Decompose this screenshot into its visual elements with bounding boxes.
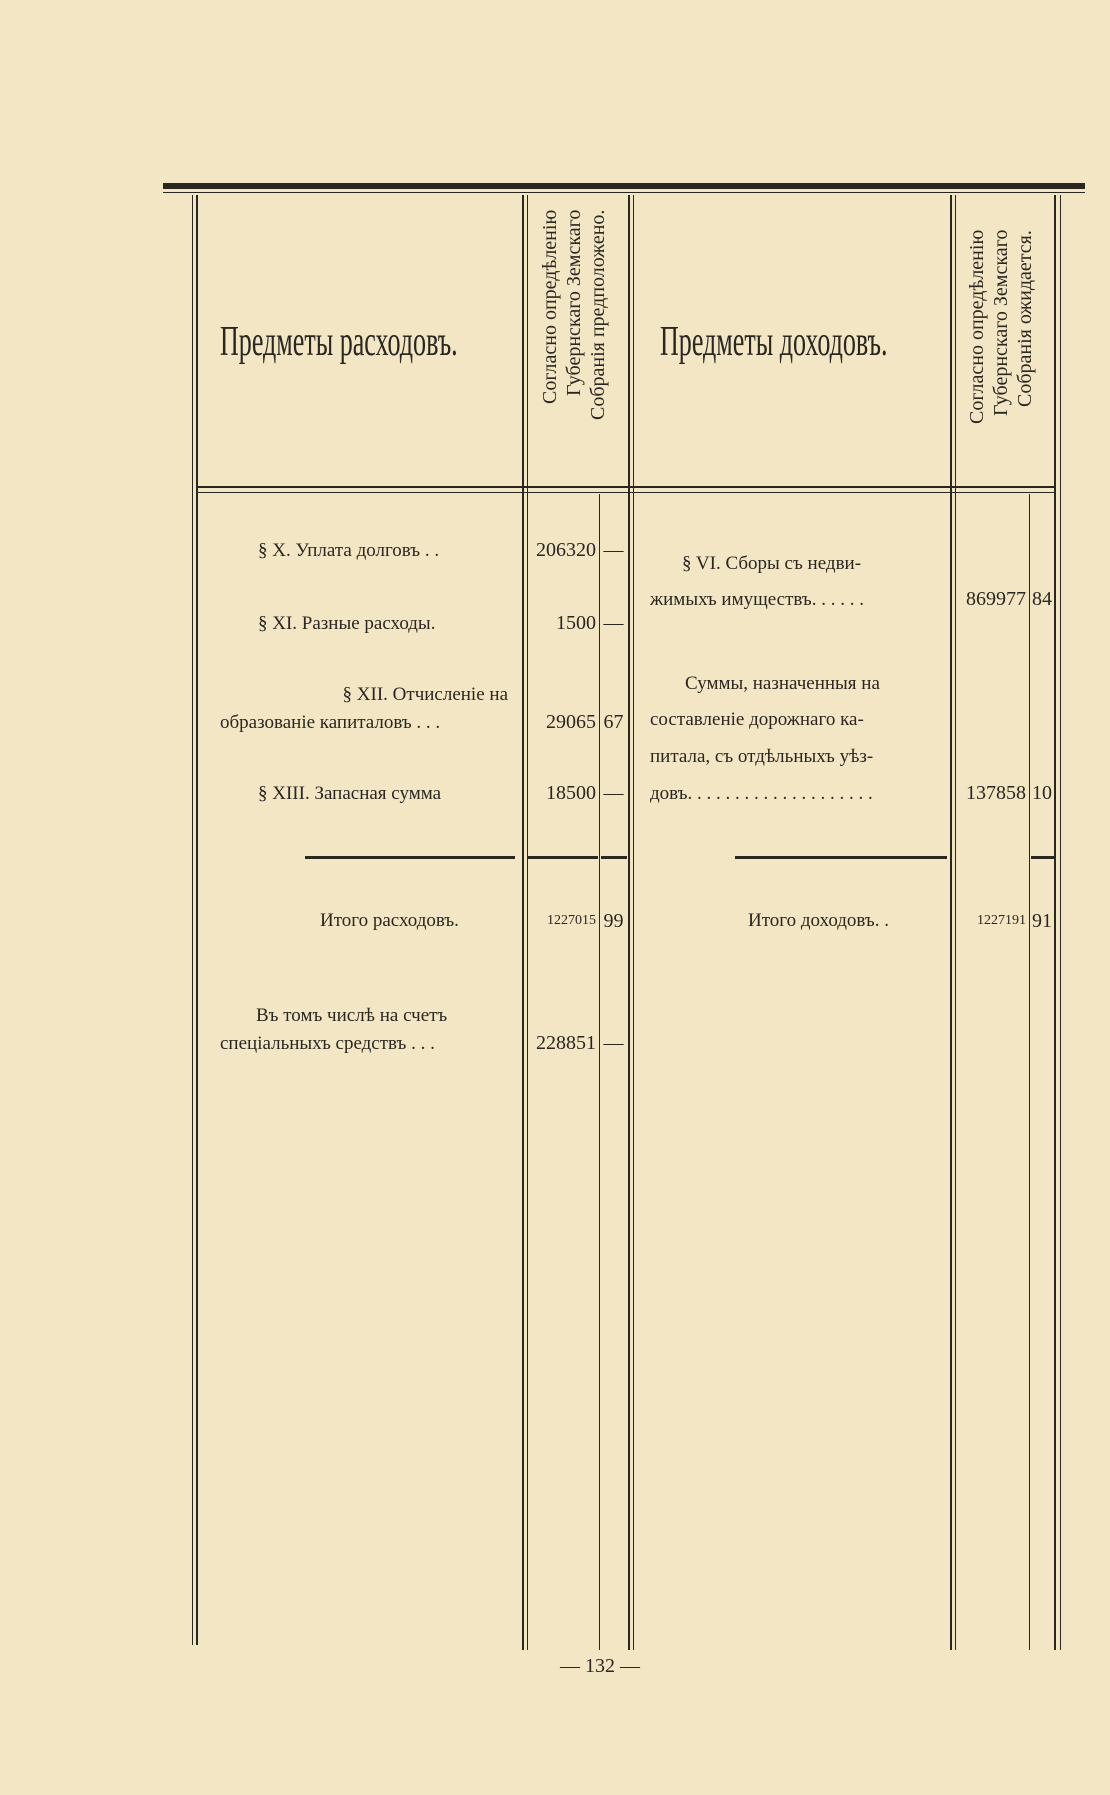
expenses-title: Предметы расходовъ. — [220, 319, 458, 365]
expense-row-label: § XIII. Запасная сумма — [258, 783, 442, 804]
top-rule — [163, 183, 1085, 189]
total-rule-expenses-kop — [601, 856, 627, 859]
expense-row-kop: — — [603, 539, 624, 561]
total-rule-expenses-rub — [528, 856, 598, 859]
special-funds-rub: 228851 — [536, 1032, 596, 1054]
approved-line-2: Губернскаго Земскаго — [563, 210, 585, 397]
expense-row-label: образованіе капиталовъ . . . — [220, 712, 441, 733]
col-left-border-2 — [192, 195, 193, 1645]
expense-row-label: § XI. Разные расходы. — [258, 613, 436, 634]
income-row-label: составленіе дорожнаго ка- — [650, 709, 864, 730]
income-row-label: Суммы, назначенныя на — [685, 673, 880, 694]
col-left-border — [196, 195, 198, 1645]
expenses-total-kop: 99 — [603, 910, 624, 932]
total-rule-income — [735, 856, 947, 859]
income-row-kop: 10 — [1032, 782, 1052, 804]
expense-row-rub: 29065 — [546, 711, 596, 733]
expense-row-label: § X. Уплата долговъ . . — [258, 540, 440, 561]
expense-row-kop: — — [603, 782, 624, 804]
approved-line-3: Собранія предположено. — [587, 210, 609, 421]
income-title: Предметы доходовъ. — [660, 319, 888, 365]
special-funds-label: Въ томъ числѣ на счетъ — [256, 1005, 448, 1026]
col-right-border — [1054, 195, 1056, 1650]
expenses-total-label: Итого расходовъ. — [320, 910, 459, 931]
income-row-label: довъ. . . . . . . . . . . . . . . . . . . . — [650, 783, 873, 804]
col-approved-kop — [599, 494, 600, 1650]
expected-column-header — [965, 230, 1037, 475]
expenses-total-rub: 1227015 — [547, 913, 596, 928]
special-funds-label: спеціальныхъ средствъ . . . — [220, 1033, 435, 1054]
col-approved-right-2 — [633, 195, 634, 1650]
income-row-label: питала, съ отдѣльныхъ уѣз- — [650, 746, 874, 767]
total-rule-expenses — [305, 856, 515, 859]
income-row-rub: 137858 — [966, 782, 1026, 804]
income-row-label: § VI. Сборы съ недви- — [682, 553, 862, 574]
top-rule-thin — [163, 192, 1085, 193]
header-separator-2 — [196, 492, 1056, 493]
col-right-border-2 — [1060, 195, 1061, 1650]
income-row-rub: 869977 — [966, 588, 1026, 610]
col-approved-right — [628, 195, 630, 1650]
expense-row-rub: 206320 — [536, 539, 596, 561]
income-row-label: жимыхъ имуществъ. . . . . . — [650, 589, 864, 610]
income-total-rub: 1227191 — [977, 913, 1026, 928]
expense-row-kop: — — [603, 612, 624, 634]
income-total-kop: 91 — [1032, 910, 1052, 932]
expense-row-kop: 67 — [603, 711, 624, 733]
expense-row-rub: 18500 — [546, 782, 596, 804]
expense-row-label: § XII. Отчисленіе на — [342, 684, 508, 705]
expense-row-rub: 1500 — [556, 612, 596, 634]
income-row-kop: 84 — [1032, 588, 1052, 610]
header-separator — [196, 486, 1056, 488]
total-rule-income-kop — [1031, 856, 1054, 859]
special-funds-kop: — — [603, 1032, 624, 1054]
approved-column-header — [538, 210, 610, 475]
col-expected-kop — [1029, 494, 1030, 1650]
approved-line-1: Согласно опредѣленію — [539, 210, 561, 405]
col-approved-left — [522, 195, 524, 1650]
expected-line-3: Собранія ожидается. — [1014, 230, 1036, 407]
income-total-label: Итого доходовъ. . — [748, 910, 890, 931]
expected-line-2: Губернскаго Земскаго — [990, 230, 1012, 417]
page-number: — 132 — — [560, 1655, 640, 1677]
expected-line-1: Согласно опредѣленію — [966, 230, 988, 425]
